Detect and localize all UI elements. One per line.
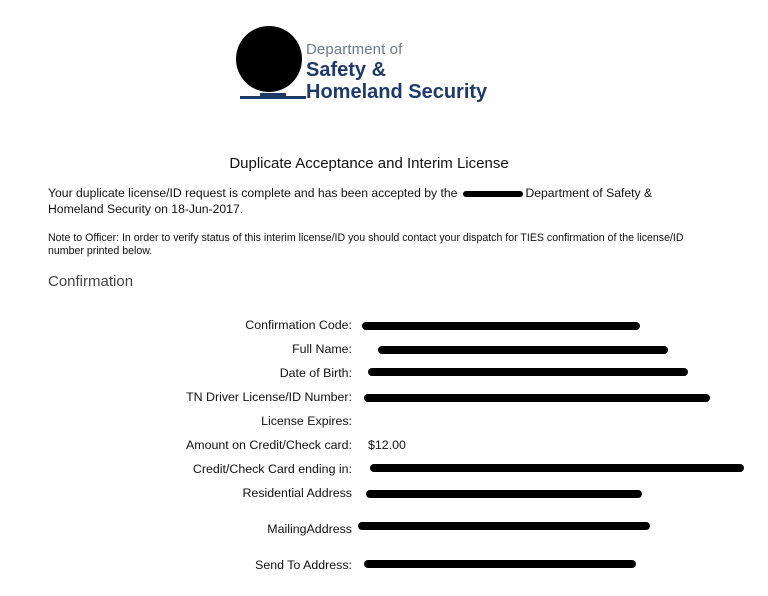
logo-underline	[240, 96, 306, 99]
field-label: Credit/Check Card ending in:	[192, 462, 352, 476]
field-label: TN Driver License/ID Number:	[186, 390, 352, 404]
field-label: Send To Address:	[255, 558, 352, 572]
field-label: Residential Address	[242, 486, 352, 500]
logo-line-department: Department of	[306, 41, 403, 58]
redacted-value	[358, 522, 650, 530]
field-label: Full Name:	[292, 342, 352, 356]
field-label: Amount on Credit/Check card:	[186, 438, 352, 452]
intro-text-part1: Your duplicate license/ID request is complete and has been accepted by the	[48, 186, 458, 200]
intro-paragraph	[48, 185, 688, 217]
amount-value: $12.00	[368, 438, 406, 452]
redacted-value	[368, 368, 688, 376]
officer-note: Note to Officer: In order to verify status of this interim license/ID you should contact your dispatch for TIES confirmation of the license/ID number printed below.	[48, 232, 684, 257]
redacted-value	[362, 322, 640, 330]
redacted-value	[370, 464, 744, 472]
field-label: License Expires:	[261, 414, 352, 428]
redacted-value	[364, 560, 636, 568]
intro-text-part2: Department of Safety & Homeland Security on 18-Jun-2017.	[48, 186, 653, 216]
document-title: Duplicate Acceptance and Interim License	[229, 155, 509, 172]
redacted-seal-icon	[236, 26, 302, 92]
logo-text	[306, 42, 487, 104]
field-label: MailingAddress	[267, 522, 352, 536]
field-label: Confirmation Code:	[245, 318, 352, 332]
logo-line-homeland: Homeland Security	[306, 81, 488, 103]
dept-logo	[232, 24, 492, 106]
logo-line-safety: Safety &	[306, 59, 387, 81]
redacted-value	[378, 346, 668, 354]
confirmation-heading: Confirmation	[48, 273, 134, 290]
redacted-value	[366, 490, 642, 498]
field-label: Date of Birth:	[279, 366, 352, 380]
redacted-value	[364, 394, 710, 402]
redacted-state-name	[463, 191, 523, 197]
